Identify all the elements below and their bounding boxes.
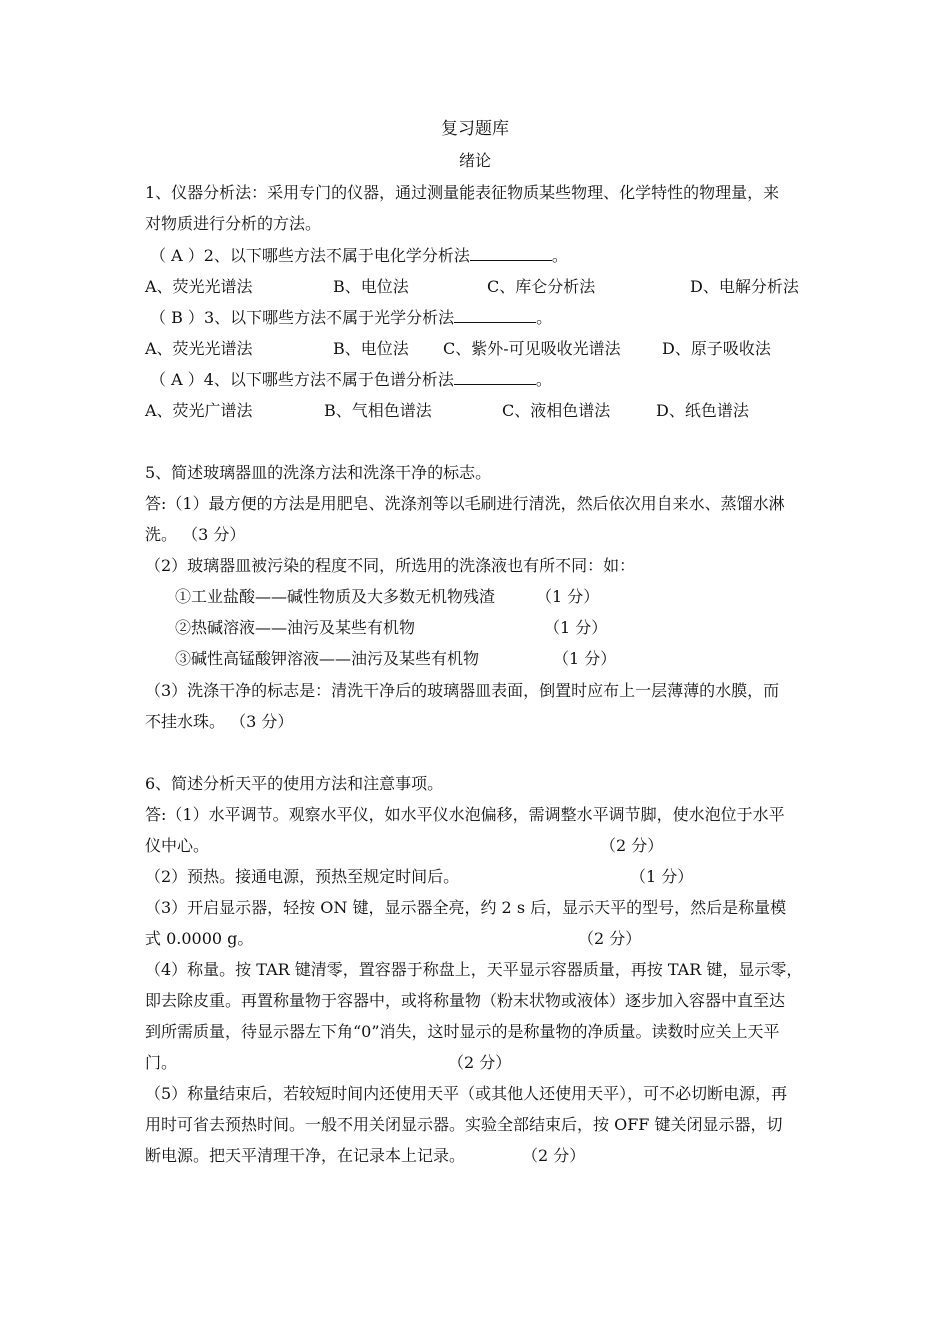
q2-end: 。	[551, 246, 568, 265]
q6-answer-4-score: （2 分）	[448, 1053, 512, 1072]
q3-option-a: A、荧光光谱法	[145, 339, 253, 358]
q3-question: 3、以下哪些方法不属于光学分析法	[203, 308, 455, 327]
q5-answer-3-line2: 不挂水珠。 （3 分）	[145, 712, 294, 731]
q1-line2: 对物质进行分析的方法。	[145, 214, 322, 233]
q6-answer-5-score: （2 分）	[522, 1146, 586, 1165]
q6-answer-3-score: （2 分）	[578, 929, 642, 948]
q6-answer-4-line1: （4）称量。按 TAR 键清零，置容器于称盘上，天平显示容器质量，再按 TAR 键，显示零，	[145, 960, 803, 979]
q6-answer-1-line1: 答:（1）水平调节。观察水平仪，如水平仪水泡偏移，需调整水平调节脚，使水泡位于水平	[145, 805, 785, 824]
q6-answer-2: （2）预热。接通电源，预热至规定时间后。	[145, 867, 460, 886]
q2-option-d: D、电解分析法	[690, 277, 799, 296]
q2-answer: （ A ）	[150, 246, 204, 265]
q6-question: 6、简述分析天平的使用方法和注意事项。	[145, 774, 444, 793]
q4-blank	[454, 370, 536, 385]
q3-answer: （ B ）	[150, 308, 204, 327]
q6-answer-3-line2: 式 0.0000 g。	[145, 929, 254, 948]
q4-option-d: D、纸色谱法	[656, 401, 749, 420]
q6-answer-5-line1: （5）称量结束后，若较短时间内还使用天平（或其他人还使用天平），可不必切断电源，再	[145, 1084, 788, 1103]
q5-sub-2-score: （1 分）	[544, 618, 608, 637]
q6-answer-1-score: （2 分）	[600, 836, 664, 855]
q3-blank	[454, 308, 536, 323]
q4-answer: （ A ）	[150, 370, 204, 389]
q2-blank	[470, 246, 552, 261]
q4-option-c: C、液相色谱法	[502, 401, 611, 420]
q4-question: 4、以下哪些方法不属于色谱分析法	[203, 370, 454, 389]
q5-sub-2: ②热碱溶液——油污及某些有机物	[175, 618, 416, 637]
q3-option-b: B、电位法	[333, 339, 409, 358]
q3-stem	[150, 308, 552, 328]
q3-option-d: D、原子吸收法	[662, 339, 771, 358]
q5-sub-3: ③碱性高锰酸钾溶液——油污及某些有机物	[175, 649, 480, 668]
q3-option-c: C、紫外-可见吸收光谱法	[443, 339, 621, 358]
q6-answer-4-line4: 门。	[145, 1053, 178, 1072]
q6-answer-4-line3: 到所需质量，待显示器左下角“0”消失，这时显示的是称量物的净质量。读数时应关上天平	[145, 1022, 780, 1041]
q3-options	[0, 339, 950, 359]
q6-answer-5-line3: 断电源。把天平清理干净，在记录本上记录。	[145, 1146, 466, 1165]
q6-answer-2-score: （1 分）	[630, 867, 694, 886]
q4-options	[0, 401, 950, 421]
q4-stem	[150, 370, 552, 390]
q5-answer-1-line1: 答:（1）最方便的方法是用肥皂、洗涤剂等以毛刷进行清洗，然后依次用自来水、蒸馏水淋	[145, 494, 785, 513]
q5-answer-3-line1: （3）洗涤干净的标志是：清洗干净后的玻璃器皿表面，倒置时应布上一层薄薄的水膜，而	[145, 681, 780, 700]
q4-option-b: B、气相色谱法	[324, 401, 432, 420]
q4-end: 。	[535, 370, 552, 389]
q2-options	[0, 277, 950, 297]
q6-answer-5-line2: 用时可省去预热时间。一般不用关闭显示器。实验全部结束后，按 OFF 键关闭显示器，切	[145, 1115, 783, 1134]
q5-question: 5、简述玻璃器皿的洗涤方法和洗涤干净的标志。	[145, 463, 492, 482]
q3-end: 。	[536, 308, 553, 327]
section-heading: 绪论	[458, 151, 491, 170]
q2-option-c: C、库仑分析法	[487, 277, 596, 296]
q5-answer-2: （2）玻璃器皿被污染的程度不同，所选用的洗涤液也有所不同：如：	[145, 556, 636, 575]
q2-option-a: A、荧光光谱法	[145, 277, 253, 296]
q5-sub-1-score: （1 分）	[536, 587, 600, 606]
q5-sub-3-score: （1 分）	[553, 649, 617, 668]
q2-question: 2、以下哪些方法不属于电化学分析法	[203, 246, 470, 265]
q6-answer-4-line2: 即去除皮重。再置称量物于容器中，或将称量物（粉末状物或液体）逐步加入容器中直至达	[145, 991, 786, 1010]
q6-answer-3-line1: （3）开启显示器，轻按 ON 键，显示器全亮，约 2 s 后，显示天平的型号，然后是称量模	[145, 898, 787, 917]
page-title: 复习题库	[441, 119, 509, 139]
q5-answer-1-line2: 洗。 （3 分）	[145, 525, 246, 544]
q1-line1: 1、仪器分析法：采用专门的仪器，通过测量能表征物质某些物理、化学特性的物理量，来	[145, 183, 780, 202]
q2-option-b: B、电位法	[333, 277, 409, 296]
q4-option-a: A、荧光广谱法	[145, 401, 253, 420]
q2-stem	[150, 246, 568, 266]
q6-answer-1-line2: 仪中心。	[145, 836, 210, 855]
q5-sub-1: ①工业盐酸——碱性物质及大多数无机物残渣	[175, 587, 496, 606]
